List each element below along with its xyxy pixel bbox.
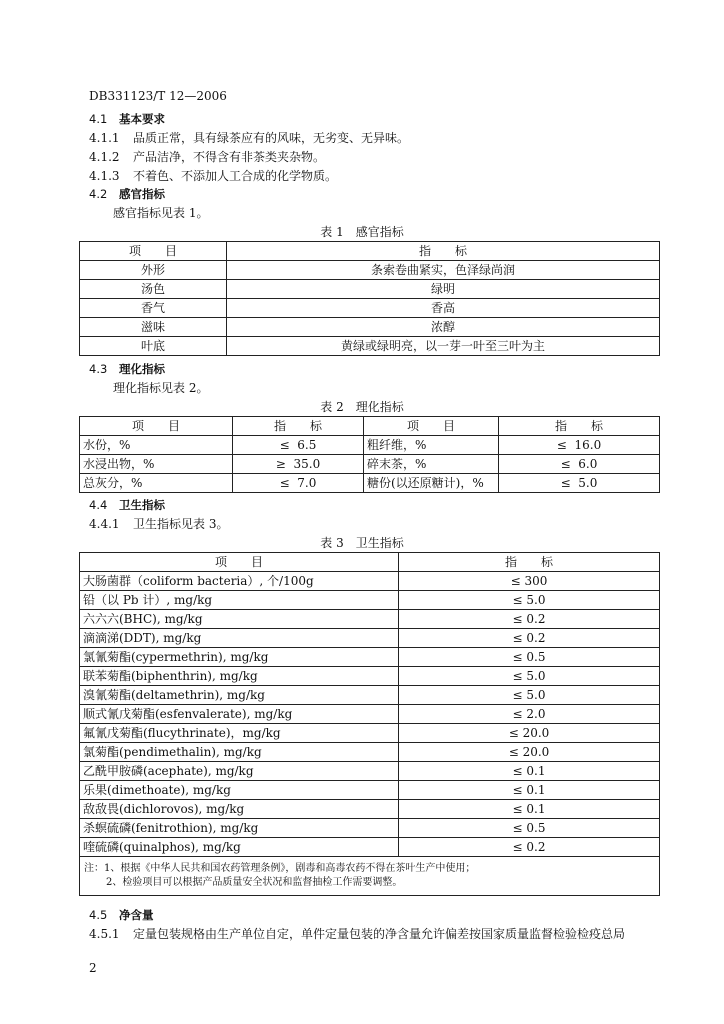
item-cell: 水份，%: [80, 436, 233, 455]
section-number: 4.1: [89, 112, 108, 126]
item-cell: 香气: [80, 299, 227, 318]
clause-text: 产品洁净，不得含有非茶类夹杂物。: [133, 150, 326, 164]
clause: [89, 168, 337, 184]
table-notes-row: [80, 857, 660, 896]
table-row: [80, 667, 660, 686]
value-cell: ≤ 6.5: [233, 436, 364, 455]
item-cell: 六六六(BHC), mg/kg: [80, 610, 399, 629]
value-cell: ≤ 16.0: [499, 436, 660, 455]
item-cell: 大肠菌群（coliform bacteria）, 个/100g: [80, 572, 399, 591]
item-cell: 联苯菊酯(biphenthrin), mg/kg: [80, 667, 399, 686]
table-row: [80, 280, 660, 299]
table-caption: 表 2 理化指标: [320, 400, 404, 414]
clause: [89, 149, 325, 165]
value-cell: 浓醇: [227, 318, 660, 337]
item-cell: 粗纤维，%: [364, 436, 499, 455]
value-cell: ≤ 0.2: [399, 629, 660, 648]
hygiene-table: [79, 552, 660, 896]
value-cell: ≤ 0.2: [399, 838, 660, 857]
document-code: DB331123/T 12—2006: [89, 89, 227, 103]
section-title: 卫生指标: [119, 498, 165, 512]
item-cell: 乙酰甲胺磷(acephate), mg/kg: [80, 762, 399, 781]
note-line: 注：1、根据《中华人民共和国农药管理条例》，剧毒和高毒农药不得在茶叶生产中使用；: [84, 863, 476, 874]
header-cell: 项 目: [80, 553, 399, 572]
section-heading: [89, 186, 165, 202]
value-cell: 绿明: [227, 280, 660, 299]
section-number: 4.3: [89, 362, 108, 376]
value-cell: ≤ 20.0: [399, 724, 660, 743]
item-cell: 滋味: [80, 318, 227, 337]
clause-text: 品质正常，具有绿茶应有的风味，无劣变、无异味。: [133, 131, 410, 145]
table-row: [80, 819, 660, 838]
table-row: [80, 318, 660, 337]
value-cell: ≤ 0.1: [399, 781, 660, 800]
clause-number: 4.1.2: [89, 150, 120, 164]
table-row: [80, 629, 660, 648]
clause-number: 4.5.1: [89, 927, 120, 941]
clause: [89, 926, 625, 942]
value-cell: ≤ 0.2: [399, 610, 660, 629]
table-row: [80, 591, 660, 610]
item-cell: 铅（以 Pb 计）, mg/kg: [80, 591, 399, 610]
clause-number: 4.1.1: [89, 131, 120, 145]
table-row: [80, 299, 660, 318]
item-cell: 氟氰戊菊酯(flucythrinate)，mg/kg: [80, 724, 399, 743]
value-cell: 香高: [227, 299, 660, 318]
table-row: [80, 436, 660, 455]
item-cell: 顺式氰戊菊酯(esfenvalerate), mg/kg: [80, 705, 399, 724]
section-heading: [89, 907, 154, 923]
paragraph: 理化指标见表 2。: [113, 381, 209, 395]
table-header-row: [80, 242, 660, 261]
table-row: [80, 261, 660, 280]
table-caption: 表 1 感官指标: [320, 225, 404, 239]
clause-text: 不着色、不添加人工合成的化学物质。: [133, 169, 338, 183]
section-title: 基本要求: [119, 112, 165, 126]
table-row: [80, 838, 660, 857]
section-title: 净含量: [119, 908, 154, 922]
section-number: 4.2: [89, 187, 108, 201]
item-cell: 总灰分，%: [80, 474, 233, 493]
clause: [89, 130, 409, 146]
header-cell: 指 标: [227, 242, 660, 261]
table-row: [80, 686, 660, 705]
table-row: [80, 762, 660, 781]
value-cell: ≤ 0.5: [399, 648, 660, 667]
page-number: 2: [89, 961, 97, 975]
section-title: 感官指标: [119, 187, 165, 201]
item-cell: 氯菊酯(pendimethalin), mg/kg: [80, 743, 399, 762]
item-cell: 碎末茶，%: [364, 455, 499, 474]
section-number: 4.5: [89, 908, 108, 922]
table-row: [80, 724, 660, 743]
header-cell: 项 目: [80, 417, 233, 436]
item-cell: 敌敌畏(dichlorovos), mg/kg: [80, 800, 399, 819]
section-number: 4.4: [89, 498, 108, 512]
item-cell: 叶底: [80, 337, 227, 356]
item-cell: 溴氰菊酯(deltamethrin), mg/kg: [80, 686, 399, 705]
item-cell: 汤色: [80, 280, 227, 299]
value-cell: ≤ 0.1: [399, 762, 660, 781]
header-cell: 指 标: [499, 417, 660, 436]
item-cell: 滴滴涕(DDT), mg/kg: [80, 629, 399, 648]
sensory-table: [79, 241, 660, 356]
value-cell: ≤ 0.5: [399, 819, 660, 838]
section-heading: [89, 361, 165, 377]
item-cell: 氯氰菊酯(cypermethrin), mg/kg: [80, 648, 399, 667]
table-row: [80, 743, 660, 762]
table-header-row: [80, 553, 660, 572]
clause-number: 4.1.3: [89, 169, 120, 183]
value-cell: ≤ 5.0: [399, 591, 660, 610]
item-cell: 乐果(dimethoate), mg/kg: [80, 781, 399, 800]
item-cell: 水浸出物，%: [80, 455, 233, 474]
table-header-row: [80, 417, 660, 436]
header-cell: 指 标: [399, 553, 660, 572]
table-row: [80, 648, 660, 667]
value-cell: ≤ 5.0: [499, 474, 660, 493]
table-row: [80, 610, 660, 629]
table-row: [80, 572, 660, 591]
value-cell: ≤ 6.0: [499, 455, 660, 474]
item-cell: 外形: [80, 261, 227, 280]
header-cell: 指 标: [233, 417, 364, 436]
item-cell: 喹硫磷(quinalphos), mg/kg: [80, 838, 399, 857]
clause-text: 定量包装规格由生产单位自定，单件定量包装的净含量允许偏差按国家质量监督检验检疫总局: [133, 927, 626, 941]
table-row: [80, 474, 660, 493]
value-cell: ≤ 300: [399, 572, 660, 591]
value-cell: 黄绿或绿明亮，以一芽一叶至三叶为主: [227, 337, 660, 356]
value-cell: ≤ 5.0: [399, 667, 660, 686]
value-cell: ≤ 7.0: [233, 474, 364, 493]
value-cell: ≤ 0.1: [399, 800, 660, 819]
header-cell: 项 目: [364, 417, 499, 436]
value-cell: ≤ 5.0: [399, 686, 660, 705]
table-row: [80, 800, 660, 819]
table-row: [80, 455, 660, 474]
value-cell: 条索卷曲紧实，色泽绿尚润: [227, 261, 660, 280]
table-notes: [80, 857, 660, 896]
section-heading: [89, 497, 165, 513]
clause-text: 卫生指标见表 3。: [133, 517, 229, 531]
physicochemical-table: [79, 416, 660, 493]
section-title: 理化指标: [119, 362, 165, 376]
value-cell: ≤ 20.0: [399, 743, 660, 762]
note-line: 2、检验项目可以根据产品质量安全状况和监督抽检工作需要调整。: [106, 877, 403, 888]
paragraph: 感官指标见表 1。: [113, 206, 209, 220]
header-cell: 项 目: [80, 242, 227, 261]
value-cell: ≥ 35.0: [233, 455, 364, 474]
table-caption: 表 3 卫生指标: [320, 536, 404, 550]
section-heading: [89, 111, 165, 127]
item-cell: 杀螟硫磷(fenitrothion), mg/kg: [80, 819, 399, 838]
table-row: [80, 337, 660, 356]
clause: [89, 516, 228, 532]
item-cell: 糖份(以还原糖计)，%: [364, 474, 499, 493]
table-row: [80, 781, 660, 800]
value-cell: ≤ 2.0: [399, 705, 660, 724]
clause-number: 4.4.1: [89, 517, 120, 531]
table-row: [80, 705, 660, 724]
